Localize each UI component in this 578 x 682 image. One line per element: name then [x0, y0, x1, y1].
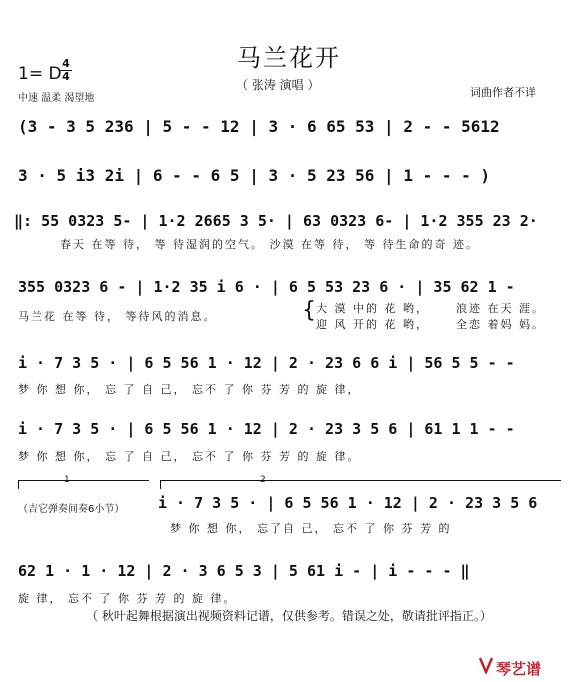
song-title: 马兰花开 [237, 44, 341, 72]
lyrics-row-3: 春天 在等 待， 等 待湿润的空气。 沙漠 在等 待， 等 待生命的奇 迹。 [60, 238, 479, 251]
tempo-marking: 中速 温柔 渴望地 [18, 93, 95, 104]
brand-logo-text: 琴艺谱 [496, 660, 542, 678]
score-row-2: 3 · 5 i3 2i | 6 - - 6 5 | 3 · 5 23 56 | 1 - - - ) [18, 166, 491, 185]
lyrics-row-5: 梦 你 想 你， 忘 了 自 己， 忘不 了 你 芬 芳 的 旋 律， [18, 383, 361, 396]
volta-2-number: 2 [260, 475, 266, 485]
score-row-1: (3 - 3 5 236 | 5 - - 12 | 3 · 6 65 53 | 2 - - 5612 [18, 117, 500, 136]
brace: { [302, 298, 316, 323]
composer-credit: 词曲作者不详 [470, 86, 536, 99]
footer-note: （ 秋叶起舞根据演出视频资料记谱，仅供参考。错误之处，敬请批评指正。） [86, 609, 492, 623]
score-row-8: 62 1 · 1 · 12 | 2 · 3 6 5 3 | 5 61 i - | i - - - ‖ [18, 562, 470, 580]
score-row-3: ‖: 55 0323 5- | 1·2 2665 3 5· | 63 0323 6- | 1·2 355 23 2· [14, 212, 538, 230]
lyrics-row-8: 旋 律， 忘不 了 你 芬 芳 的 旋 律。 [18, 592, 237, 605]
lyrics-row-6: 梦 你 想 你， 忘 了 自 己， 忘不 了 你 芬 芳 的 旋 律。 [18, 450, 361, 463]
time-signature [60, 58, 72, 83]
brand-logo-icon [478, 656, 494, 674]
time-signature-bottom: 4 [60, 70, 72, 83]
side-lyric-d: 全恋 着妈 妈。 [456, 318, 545, 331]
side-lyric-c: 浪迹 在天 涯。 [456, 302, 545, 315]
score-row-4: 355 0323 6 - | 1·2 35 i 6 · | 6 5 53 23 6 · | 35 62 1 - [18, 278, 515, 296]
time-signature-top: 4 [62, 57, 70, 70]
side-lyric-b: 迎 风 开的 花 哟， [316, 318, 429, 331]
volta-2-bracket [160, 480, 561, 489]
lyrics-row-7: 梦 你 想 你， 忘了自 己， 忘不 了 你 芬 芳 的 [170, 522, 452, 535]
lyrics-row-4: 马兰花 在等 待， 等待风的消息。 [18, 310, 217, 323]
side-lyric-a: 大 漠 中的 花 哟， [316, 302, 429, 315]
score-row-6: i · 7 3 5 · | 6 5 56 1 · 12 | 2 · 23 3 5 6 | 61 1 1 - - [18, 420, 515, 438]
key-signature: 1= D [18, 64, 62, 84]
score-row-5: i · 7 3 5 · | 6 5 56 1 · 12 | 2 · 23 6 6 i | 56 5 5 - - [18, 354, 515, 372]
performer-label: （ 张涛 演唱 ） [236, 78, 320, 92]
interlude-note: （吉它弹奏间奏6小节） [18, 504, 125, 515]
volta-1-number: 1 [64, 475, 70, 485]
volta-1-bracket [18, 480, 149, 489]
score-row-7: i · 7 3 5 · | 6 5 56 1 · 12 | 2 · 23 3 5 6 [158, 494, 538, 512]
